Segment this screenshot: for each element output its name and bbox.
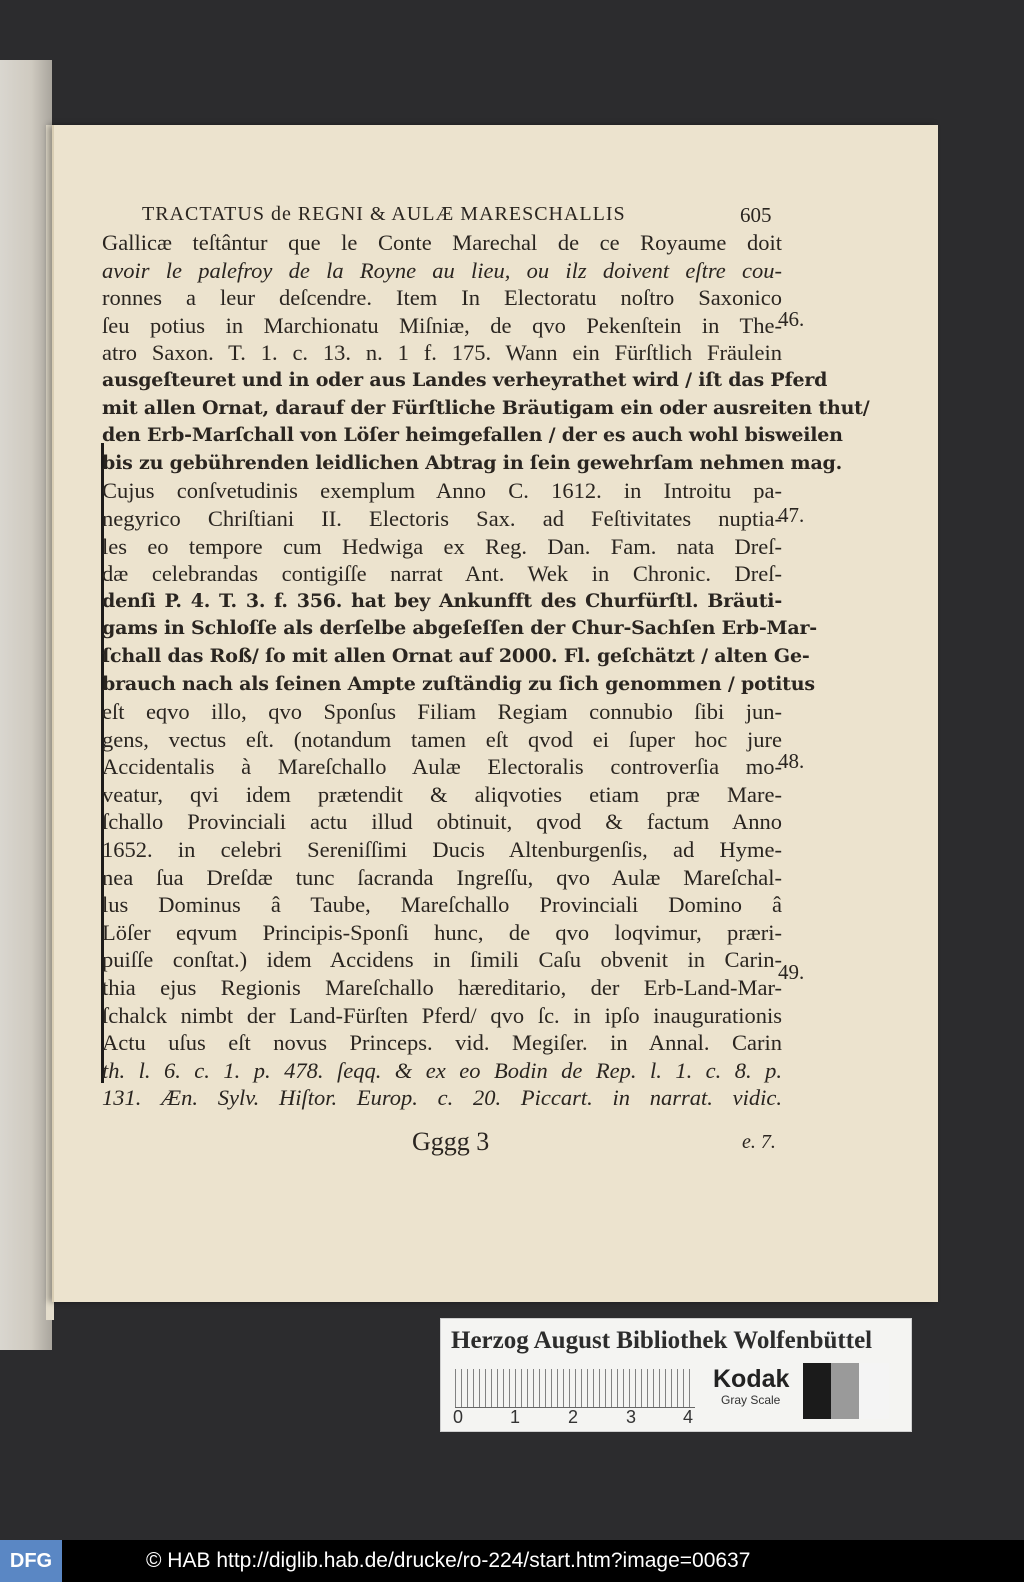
text-line: gens, vectus eſt. (notandum tamen eſt qvod ei ſuper hoc jure [102,726,782,752]
ruler-number: 0 [453,1407,464,1427]
text-line: ſchallo Provinciali actu illud obtinuit, qvod & factum Anno [102,809,782,835]
library-name: Herzog August Bibliothek Wolfenbüttel [451,1327,873,1354]
text-line: veatur, qvi idem prætendit & aliqvoties etiam præ Mare- [102,781,782,807]
catchword: e. 7. [742,1131,776,1153]
text-line: les eo tempore cum Hedwiga ex Reg. Dan. Fam. nata Dreſ- [102,533,782,559]
text-line: Löſer eqvum Principis-Sponſi hunc, de qvo loqvimur, præri- [102,919,782,945]
text-line: Accidentalis à Mareſchallo Aulæ Electoralis controverſia mo- [102,754,782,780]
ruler-number: 4 [683,1407,694,1427]
ruler-ticks [455,1369,695,1407]
text-line: atro Saxon. T. 1. c. 13. n. 1 f. 175. Wann ein Fürſtlich Fräulein [102,340,782,366]
text-line: 1652. in celebri Sereniſſimi Ducis Altenburgenſis, ad Hyme- [102,837,782,863]
dfg-logo[interactable]: DFG [0,1540,62,1582]
text-line: ausgeſteuret und in oder aus Landes verheyrathet wird / iſt das Pferd [102,368,828,391]
text-line: ſchalck nimbt der Land-Fürſten Pferd/ qvo ſc. in ipſo inaugurationis [102,1002,782,1028]
text-line: avoir le palefroy de la Royne au lieu, ou ilz doivent eſtre cou- [102,257,782,283]
kodak-logo: Kodak [713,1365,790,1393]
text-line: ſchall das Roß/ ſo mit allen Ornat auf 2000. Fl. geſchätzt / alten Ge- [102,644,810,667]
scanned-page [52,125,938,1302]
text-line: ſeu potius in Marchionatu Miſniæ, de qvo Pekenſtein in The- [102,312,782,338]
ruler-scale [455,1369,695,1408]
text-line: denſi P. 4. T. 3. f. 356. hat bey Ankunfft des Churfürſtl. Bräuti- [102,589,782,612]
text-line: den Erb-Marſchall von Löſer heimgefallen / der es auch wohl bisweilen [102,424,843,447]
text-line: bis zu gebührenden leidlichen Abtrag in ſein gewehrſam nehmen mag. [102,451,843,474]
gray-patch [859,1363,889,1419]
text-line: ronnes a leur deſcendre. Item In Electoratu noſtro Saxonico [102,285,782,311]
text-line: eſt eqvo illo, qvo Sponſus Filiam Regiam connubio ſibi jun- [102,699,782,725]
ruler-number: 3 [626,1407,637,1427]
facing-page-edge [0,60,52,1350]
ruler-number: 1 [510,1407,521,1427]
text-line: dæ celebrandas contigiſſe narrat Ant. Wek in Chronic. Dreſ- [102,561,782,587]
text-line: lus Dominus â Taube, Mareſchallo Provinciali Domino â [102,892,782,918]
running-head: TRACTATUS de REGNI & AULÆ MARESCHALLIS [142,203,626,225]
text-line: th. l. 6. c. 1. p. 478. ſeqq. & ex eo Bodin de Rep. l. 1. c. 8. p. [102,1057,782,1083]
gray-scale-label: Gray Scale [721,1393,781,1407]
text-line: 131. Æn. Sylv. Hiſtor. Europ. c. 20. Piccart. in narrat. vidic. [102,1085,782,1111]
text-line: thia ejus Regionis Mareſchallo hæreditario, der Erb-Land-Mar- [102,975,782,1001]
text-line: Actu uſus eſt novus Princeps. vid. Megiſer. in Annal. Carin [102,1030,782,1056]
page-number: 605 [740,203,772,227]
margin-note: 49. [778,960,805,984]
gray-patches [803,1363,889,1419]
margin-note: 47. [778,503,805,527]
text-line: puiſſe conſtat.) idem Accidens in ſimili Caſu obvenit in Carin- [102,947,782,973]
ruler-number: 2 [568,1407,579,1427]
margin-note: 48. [778,749,805,773]
gray-patch [831,1363,859,1419]
color-target [440,1318,912,1432]
copyright-link[interactable]: © HAB http://diglib.hab.de/drucke/ro-224/start.htm?image=00637 [146,1549,751,1572]
text-line: gams in Schloſſe als derſelbe abgeſeſſen der Chur-Sachſen Erb-Mar- [102,617,817,640]
text-line: negyrico Chriſtiani II. Electoris Sax. ad Feſtivitates nuptia- [102,505,782,531]
text-line: brauch nach als ſeinen Ampte zuſtändig zu ſich genommen / potitus [102,672,815,695]
text-line: Gallicæ teſtântur que le Conte Marechal de ce Royaume doit [102,230,782,255]
margin-note: 46. [778,307,805,331]
signature-mark: Gggg 3 [412,1127,490,1156]
gray-patch [803,1363,831,1419]
text-line: nea ſua Dreſdæ tunc ſacranda Ingreſſu, qvo Aulæ Mareſchal- [102,864,782,890]
text-line: Cujus conſvetudinis exemplum Anno C. 1612. in Introitu pa- [102,478,782,504]
text-line: mit allen Ornat, darauf der Fürſtliche Bräutigam ein oder ausreiten thut/ [102,396,870,419]
